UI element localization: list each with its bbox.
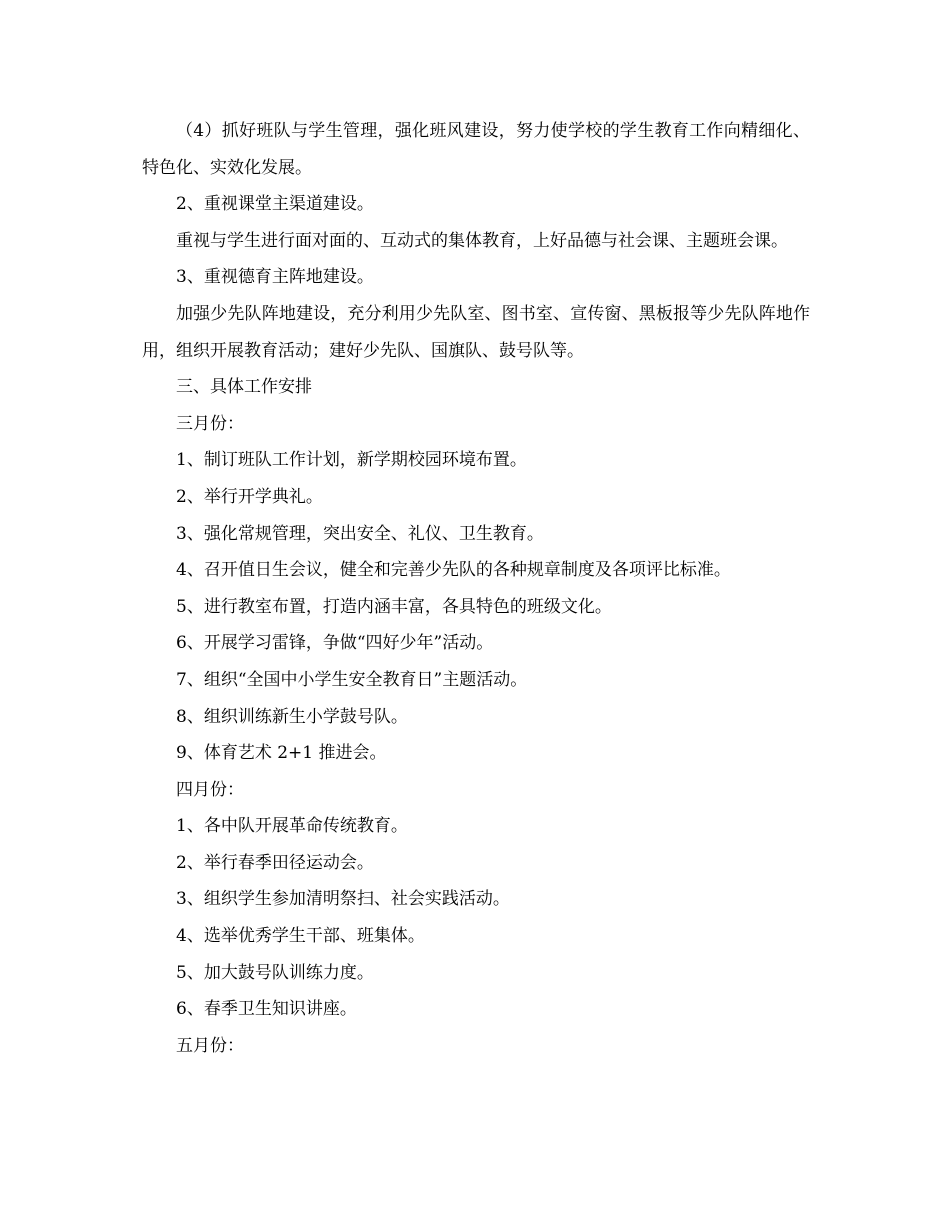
list-item: 1、制订班队工作计划，新学期校园环境布置。 — [176, 450, 527, 471]
list-item: 1、各中队开展革命传统教育。 — [176, 816, 408, 837]
list-item: 5、进行教室布置，打造内涵丰富，各具特色的班级文化。 — [176, 596, 612, 617]
list-item: 7、组织“全国中小学生安全教育日”主题活动。 — [176, 669, 528, 690]
list-item: 4、召开值日生会议，健全和完善少先队的各种规章制度及各项评比标准。 — [176, 560, 731, 581]
list-item: 6、开展学习雷锋，争做“四好少年”活动。 — [176, 633, 494, 654]
document-body — [142, 113, 810, 1064]
list-item: 5、加大鼓号队训练力度。 — [176, 962, 374, 983]
list-item: 2、举行开学典礼。 — [176, 486, 323, 507]
paragraph-classroom-channel: 重视与学生进行面对面的、互动式的集体教育，上好品德与社会课、主题班会课。 — [176, 230, 788, 251]
heading-classroom-channel: 2、重视课堂主渠道建设。 — [176, 194, 374, 215]
list-item: 8、组织训练新生小学鼓号队。 — [176, 706, 408, 727]
list-item: 9、体育艺术 2+1 推进会。 — [176, 743, 387, 764]
list-item: 3、强化常规管理，突出安全、礼仪、卫生教育。 — [176, 523, 544, 544]
list-item: 3、组织学生参加清明祭扫、社会实践活动。 — [176, 889, 510, 910]
month-heading-may: 五月份： — [176, 1035, 244, 1056]
list-item: 2、举行春季田径运动会。 — [176, 852, 374, 873]
list-item: 6、春季卫生知识讲座。 — [176, 999, 357, 1020]
month-heading-march: 三月份： — [176, 413, 244, 434]
paragraph-moral-education-base: 加强少先队阵地建设，充分利用少先队室、图书室、宣传窗、黑板报等少先队阵地作用，组织开展教育活动；建好少先队、国旗队、鼓号队等。 — [142, 303, 810, 361]
list-item: 4、选举优秀学生干部、班集体。 — [176, 926, 425, 947]
section-heading-work-schedule: 三、具体工作安排 — [176, 377, 312, 398]
heading-moral-education-base: 3、重视德育主阵地建设。 — [176, 267, 374, 288]
month-heading-april: 四月份： — [176, 779, 244, 800]
paragraph-class-management: （4）抓好班队与学生管理，强化班风建设，努力使学校的学生教育工作向精细化、特色化、实效化发展。 — [142, 121, 810, 178]
